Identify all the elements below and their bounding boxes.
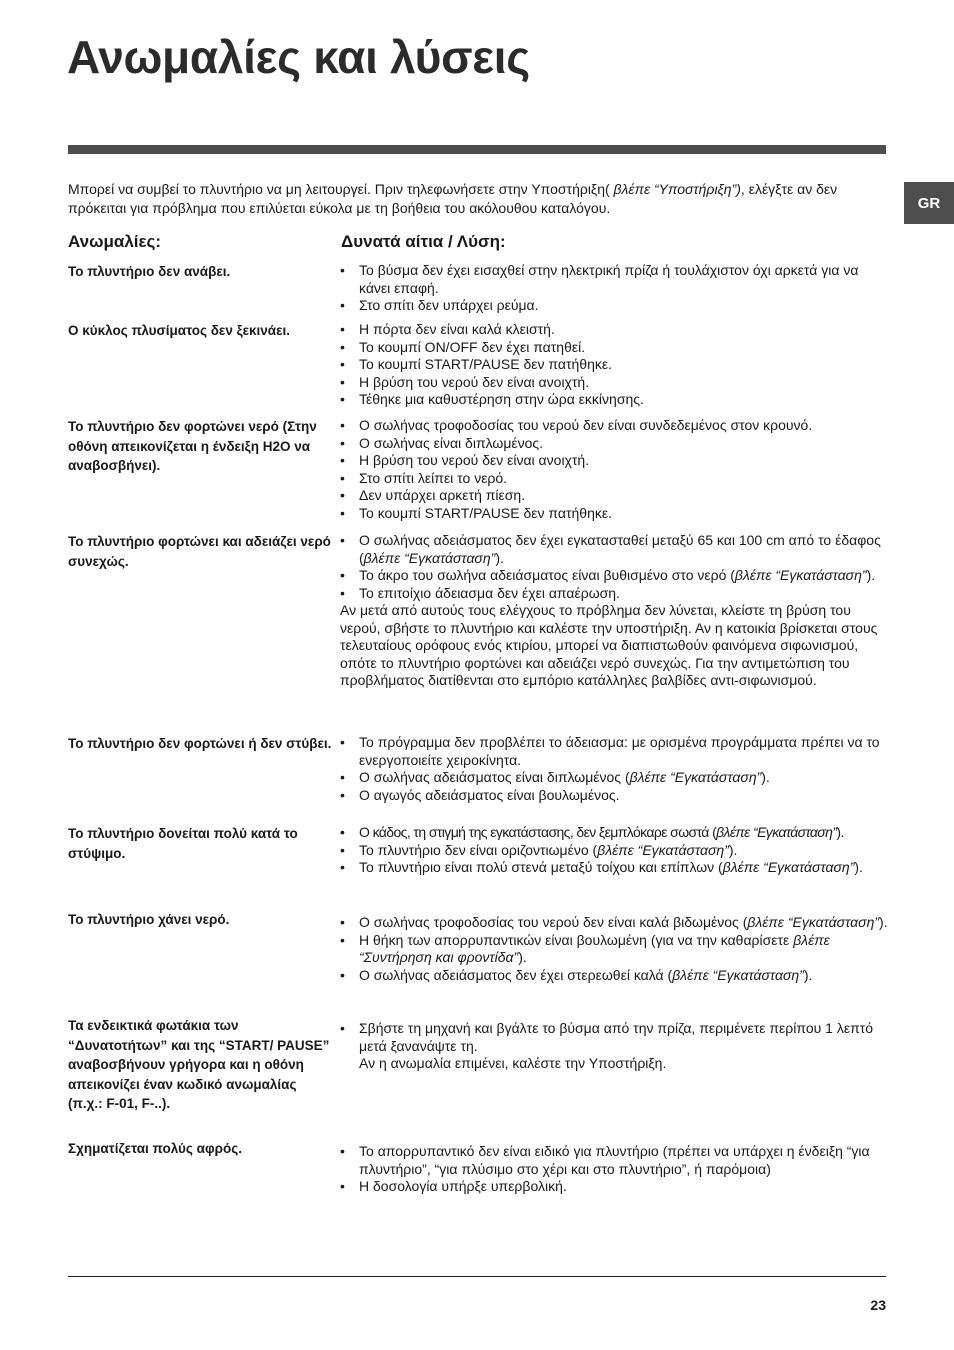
cause-item: • Στο σπίτι λείπει το νερό. bbox=[340, 470, 888, 488]
cause-reference: βλέπε “Εγκατάσταση” bbox=[363, 549, 496, 566]
cause-text: Ο σωλήνας τροφοδοσίας του νερού δεν είναι καλά βιδωμένος ( bbox=[359, 914, 748, 930]
cause-item bbox=[340, 967, 888, 985]
cause-item: • Το απορρυπαντικό δεν είναι ειδικό για πλυντήριο (πρέπει να υπάρχει η ένδειξη “για πλυντήριο”, “για πλύσιμο στο χέρι και στο πλυντήριο”, ή παρόμοια) bbox=[340, 1143, 888, 1178]
cause-text: Ο σωλήνας αδειάσματος δεν έχει εγκατασταθεί μεταξύ 65 και 100 cm από το έδαφος ( bbox=[359, 532, 881, 566]
causes-list bbox=[340, 262, 888, 315]
intro-text-end: , ελέγξτε αν δεν πρόκειται για πρόβλημα που επιλύεται εύκολα με τη βοήθεια του ακόλουθου καταλόγου. bbox=[68, 181, 838, 216]
cause-note: Αν η ανωμαλία επιμένει, καλέστε την Υποστήριξη. bbox=[359, 1055, 667, 1071]
problem-label: Το πλυντήριο φορτώνει και αδειάζει νερό συνεχώς. bbox=[68, 534, 331, 569]
cause-item bbox=[340, 567, 888, 585]
cause-item bbox=[340, 842, 888, 860]
problems-column-header: Ανωμαλίες: bbox=[68, 232, 162, 251]
page-number: 23 bbox=[870, 1297, 886, 1313]
causes-list bbox=[340, 417, 888, 522]
cause-note: Αν μετά από αυτούς τους ελέγχους το πρόβλημα δεν λύνεται, κλείστε τη βρύση του νερού, σβήστε το πλυντήριο και καλέστε την υποστήριξη. Αν η κατοικία βρίσκεται στους τελευταίους ορόφους ενός κτιρίου, μπορεί να διαπιστωθούν φαινόμενα σιφωνισμού, οπότε το πλυντήριο φορτώνει και αδειάζει νερό συνεχώς. Για την αντιμετώπιση του προβλήματος διατίθενται στο εμπόριο κατάλληλες βαλβίδες αντι-σιφωνισμού. bbox=[340, 602, 878, 688]
cause-text-end: ). bbox=[803, 966, 813, 983]
problem-label: Το πλυντήριο δεν φορτώνει ή δεν στύβει. bbox=[68, 736, 332, 751]
causes-list bbox=[340, 321, 888, 409]
cause-item: • Το βύσμα δεν έχει εισαχθεί στην ηλεκτρική πρίζα ή τουλάχιστον όχι αρκετά για να κάνει επαφή. bbox=[340, 262, 888, 297]
cause-item: • Το κουμπί START/PAUSE δεν πατήθηκε. bbox=[340, 356, 888, 374]
cause-item: • Ο σωλήνας τροφοδοσίας του νερού δεν είναι συνδεδεμένος στον κρουνό. bbox=[340, 417, 888, 435]
cause-item bbox=[340, 769, 888, 787]
page-title: Ανωμαλίες και λύσεις bbox=[67, 31, 530, 83]
problem-label: Ο κύκλος πλυσίματος δεν ξεκινάει. bbox=[68, 323, 290, 338]
causes-list bbox=[340, 1143, 888, 1196]
cause-item: • Η βρύση του νερού δεν είναι ανοιχτή. bbox=[340, 452, 888, 470]
causes-list bbox=[340, 734, 888, 804]
cause-item bbox=[340, 914, 888, 932]
cause-text: Το πλυντήριο είναι πολύ στενά μεταξύ τοίχου και επίπλων ( bbox=[359, 859, 723, 875]
causes-list bbox=[340, 914, 888, 984]
cause-item bbox=[340, 932, 888, 967]
causes-column-header: Δυνατά αίτια / Λύση: bbox=[341, 232, 506, 251]
problem-label: Το πλυντήριο χάνει νερό. bbox=[68, 912, 230, 927]
problem-label: Το πλυντήριο δεν φορτώνει νερό (Στην οθόνη απεικονίζεται η ένδειξη H2O να αναβοσβήνει). bbox=[68, 419, 317, 473]
causes-list bbox=[340, 532, 888, 690]
cause-text-end: ). bbox=[854, 859, 863, 875]
cause-reference: βλέπε “Εγκατάσταση” bbox=[747, 914, 879, 930]
cause-text: Η θήκη των απορρυπαντικών είναι βουλωμένη (για να την καθαρίσετε bbox=[359, 931, 794, 948]
cause-item: • Το κουμπί ON/OFF δεν έχει πατηθεί. bbox=[340, 339, 888, 357]
cause-item: • Η βρύση του νερού δεν είναι ανοιχτή. bbox=[340, 374, 888, 392]
cause-item: • Ο σωλήνας είναι διπλωμένος. bbox=[340, 435, 888, 453]
problem-label: Το πλυντήριο δεν ανάβει. bbox=[68, 264, 231, 279]
language-tab: GR bbox=[904, 182, 954, 224]
cause-text-end: ). bbox=[836, 824, 844, 840]
causes-list bbox=[340, 824, 888, 877]
cause-reference: βλέπε “Εγκατάσταση” bbox=[597, 841, 729, 858]
cause-reference: βλέπε “Εγκατάσταση” bbox=[629, 769, 762, 785]
cause-reference: βλέπε “Συντήρηση και φροντίδα” bbox=[359, 931, 830, 965]
cause-item: • Το επιτοίχιο άδειασμα δεν έχει απαέρωση. bbox=[340, 585, 888, 603]
cause-reference: βλέπε “Εγκατάσταση” bbox=[734, 567, 867, 583]
cause-item: • Δεν υπάρχει αρκετή πίεση. bbox=[340, 487, 888, 505]
cause-text-end: ). bbox=[879, 914, 888, 930]
cause-item: • Το πρόγραμμα δεν προβλέπει το άδειασμα: με ορισμένα προγράμματα πρέπει να το ενεργοποιείτε χειροκίνητα. bbox=[340, 734, 888, 769]
problem-label: Το πλυντήριο δονείται πολύ κατά το στύψιμο. bbox=[68, 826, 298, 861]
cause-text-end: ). bbox=[761, 769, 770, 785]
cause-text: Ο σωλήνας αδειάσματος είναι διπλωμένος ( bbox=[359, 769, 630, 785]
intro-reference: βλέπε “Υποστήριξη”) bbox=[613, 181, 741, 197]
causes-list bbox=[340, 1020, 888, 1073]
cause-reference: βλέπε “Εγκατάσταση” bbox=[716, 824, 837, 840]
cause-item bbox=[340, 859, 888, 877]
intro-text-start: Μπορεί να συμβεί το πλυντήριο να μη λειτουργεί. Πριν τηλεφωνήσετε στην Υποστήριξη( bbox=[68, 181, 614, 197]
problem-label: Σχηματίζεται πολύς αφρός. bbox=[68, 1141, 242, 1156]
cause-item: • Το κουμπί START/PAUSE δεν πατήθηκε. bbox=[340, 505, 888, 523]
title-divider bbox=[68, 145, 886, 154]
cause-item: • Η δοσολογία υπήρξε υπερβολική. bbox=[340, 1178, 888, 1196]
problem-label: Τα ενδεικτικά φωτάκια των “Δυνατοτήτων” και της “START/ PAUSE” αναβοσβήνουν γρήγορα και η οθόνη απεικονίζει έναν κωδικό ανωμαλίας (π.χ.: F-01, F-..). bbox=[68, 1018, 330, 1111]
cause-item: • Η πόρτα δεν είναι καλά κλειστή. bbox=[340, 321, 888, 339]
cause-item: • Ο αγωγός αδειάσματος είναι βουλωμένος. bbox=[340, 787, 888, 805]
cause-item: • Τέθηκε μια καθυστέρηση στην ώρα εκκίνησης. bbox=[340, 391, 888, 409]
cause-text: Ο κάδος, τη στιγμή της εγκατάστασης, δεν ξεμπλόκαρε σωστά ( bbox=[359, 824, 717, 840]
cause-text: Το άκρο του σωλήνα αδειάσματος είναι βυθισμένο στο νερό ( bbox=[359, 567, 735, 583]
cause-text-end: ). bbox=[866, 567, 876, 583]
footer-divider bbox=[68, 1276, 886, 1277]
cause-text: Ο σωλήνας αδειάσματος δεν έχει στερεωθεί καλά ( bbox=[359, 966, 673, 983]
cause-text-end: ). bbox=[518, 949, 527, 965]
cause-item bbox=[340, 532, 888, 567]
cause-reference: βλέπε “Εγκατάσταση” bbox=[672, 966, 804, 983]
cause-text-end: ). bbox=[728, 841, 738, 858]
cause-item: • Στο σπίτι δεν υπάρχει ρεύμα. bbox=[340, 297, 888, 315]
cause-item bbox=[340, 824, 888, 842]
intro-paragraph bbox=[68, 180, 886, 218]
cause-text-end: ). bbox=[495, 549, 504, 566]
cause-text: Το πλυντήριο δεν είναι οριζοντιωμένο ( bbox=[359, 841, 598, 858]
cause-reference: βλέπε “Εγκατάσταση” bbox=[722, 859, 855, 875]
cause-item: • Σβήστε τη μηχανή και βγάλτε το βύσμα από την πρίζα, περιμένετε περίπου 1 λεπτό μετά ξανανάψτε τη. bbox=[340, 1020, 888, 1055]
